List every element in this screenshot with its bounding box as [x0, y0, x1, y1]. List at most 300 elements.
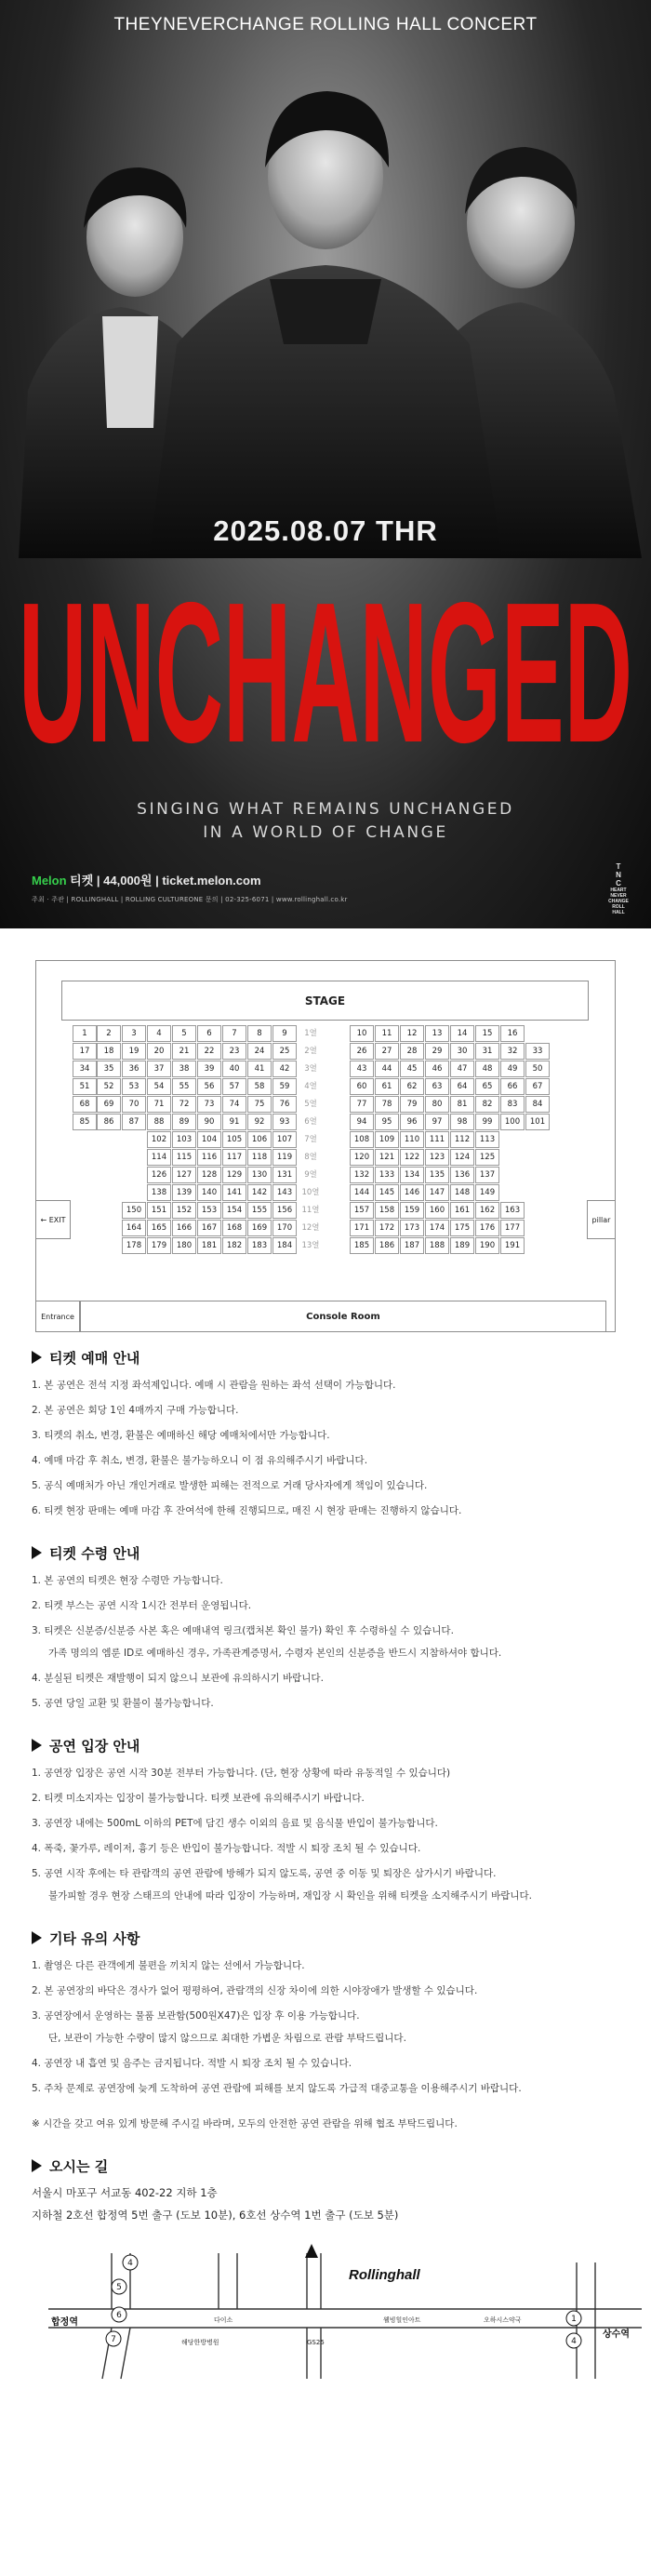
seat: 76: [272, 1096, 297, 1113]
seat: 171: [350, 1220, 374, 1236]
seat: 181: [197, 1237, 221, 1254]
seat: 70: [122, 1096, 146, 1113]
logo-letter: C: [616, 879, 621, 888]
list-item: 5. 공식 예매처가 아닌 개인거래로 발생한 피해는 전적으로 거래 당사자에게 책임이 있습니다.: [32, 1480, 428, 1491]
seat: 118: [247, 1149, 272, 1166]
triangle-bullet-icon: [32, 1351, 42, 1364]
seat: 20: [147, 1043, 171, 1060]
seat: 62: [400, 1078, 424, 1095]
band-photo: [0, 37, 651, 558]
seat: 151: [147, 1202, 171, 1219]
seat: 59: [272, 1078, 297, 1095]
seat: 54: [147, 1078, 171, 1095]
seat: 18: [97, 1043, 121, 1060]
seat: 23: [222, 1043, 246, 1060]
seat: 143: [272, 1184, 297, 1201]
list-item: 단, 보관이 가능한 수량이 많지 않으므로 최대한 가볍운 차림으로 관람 부탁드립니다.: [48, 2033, 406, 2044]
seat: 89: [172, 1114, 196, 1130]
seat: 113: [475, 1131, 499, 1148]
seat: 166: [172, 1220, 196, 1236]
list-item: 1. 본 공연의 티켓은 현장 수령만 가능합니다.: [32, 1575, 223, 1586]
seat: 130: [247, 1167, 272, 1183]
seat: 21: [172, 1043, 196, 1060]
seat: 114: [147, 1149, 171, 1166]
seat: 31: [475, 1043, 499, 1060]
seat: 160: [425, 1202, 449, 1219]
seat: 37: [147, 1061, 171, 1077]
seat: 124: [450, 1149, 474, 1166]
list-item: 2. 티켓 미소지자는 입장이 불가능합니다. 티켓 보관에 유의해주시기 바랍니다.: [32, 1793, 365, 1804]
section-title-text: 티켓 예매 안내: [49, 1349, 140, 1367]
seat: 175: [450, 1220, 474, 1236]
seat: 15: [475, 1025, 499, 1042]
seat: 51: [73, 1078, 97, 1095]
seat: 170: [272, 1220, 297, 1236]
logo-letter: T: [616, 862, 621, 871]
exit-marker: ← EXIT: [35, 1200, 71, 1239]
seat: 119: [272, 1149, 297, 1166]
seat: 154: [222, 1202, 246, 1219]
map-landmark: 다이소: [214, 2316, 233, 2324]
seat: 136: [450, 1167, 474, 1183]
list-item: 3. 티켓의 취소, 변경, 환불은 예매하신 해당 예매처에서만 가능합니다.: [32, 1430, 330, 1441]
seat: 129: [222, 1167, 246, 1183]
seat: 43: [350, 1061, 374, 1077]
seat: 98: [450, 1114, 474, 1130]
seat: 164: [122, 1220, 146, 1236]
seat: 55: [172, 1078, 196, 1095]
list-item: 3. 티켓은 신분증/신분증 사본 혹은 예매내역 링크(캡처본 확인 불가) 확인 후 수령하실 수 있습니다.: [32, 1625, 454, 1636]
exit-number: 4: [571, 2337, 577, 2346]
seat: 27: [375, 1043, 399, 1060]
seat: 90: [197, 1114, 221, 1130]
seat: 52: [97, 1078, 121, 1095]
map-landmark: 오하시스약국: [484, 2316, 522, 2324]
info-sections: [0, 1347, 651, 2223]
section-entry: [32, 1735, 632, 1903]
seat: 182: [222, 1237, 246, 1254]
seat: 191: [500, 1237, 525, 1254]
seat: 178: [122, 1237, 146, 1254]
seat: 167: [197, 1220, 221, 1236]
seat: 134: [400, 1167, 424, 1183]
console-room: Console Room: [80, 1301, 606, 1332]
logo-letter: ROLL: [612, 904, 625, 910]
seat: 132: [350, 1167, 374, 1183]
row-label: 2열: [304, 1047, 317, 1056]
seat: 46: [425, 1061, 449, 1077]
seat: 117: [222, 1149, 246, 1166]
map-landmark: 해당한방병원: [181, 2339, 219, 2346]
poster-headline: THEYNEVERCHANGE ROLLING HALL CONCERT: [113, 15, 538, 34]
seat: 95: [375, 1114, 399, 1130]
seat: 102: [147, 1131, 171, 1148]
seat: 142: [247, 1184, 272, 1201]
seat: 108: [350, 1131, 374, 1148]
section-title: [32, 2156, 632, 2176]
map-landmark: GS25: [307, 2339, 325, 2346]
seat: 123: [425, 1149, 449, 1166]
seat: 127: [172, 1167, 196, 1183]
row-label: 3열: [304, 1064, 317, 1074]
seat: 45: [400, 1061, 424, 1077]
seat: 184: [272, 1237, 297, 1254]
map-venue-label: Rollinghall: [349, 2267, 420, 2283]
row-label: 4열: [304, 1082, 317, 1091]
list-item: 1. 본 공연은 전석 지정 좌석제입니다. 예매 시 관람을 원하는 좌석 선택이 가능합니다.: [32, 1380, 396, 1391]
seat: 63: [425, 1078, 449, 1095]
seat: 161: [450, 1202, 474, 1219]
section-booking: [32, 1347, 632, 1518]
organizer-info: 주최 · 주관 | ROLLINGHALL | ROLLING CULTUREONE 문의 | 02-325-6071 | www.rollinghall.co.kr: [32, 896, 348, 903]
section-etc: [32, 1928, 632, 2131]
seat: 157: [350, 1202, 374, 1219]
seat: 68: [73, 1096, 97, 1113]
seat: 3: [122, 1025, 146, 1042]
list-item: 5. 주차 문제로 공연장에 늦게 도착하여 공연 관람에 피해를 보지 않도록 가급적 대중교통을 이용해주시기 바랍니다.: [32, 2083, 522, 2094]
row-label: 11열: [301, 1206, 320, 1215]
stage: STAGE: [61, 981, 589, 1021]
seat: 162: [475, 1202, 499, 1219]
exit-number: 5: [116, 2283, 122, 2292]
seat: 138: [147, 1184, 171, 1201]
seat: 168: [222, 1220, 246, 1236]
seat: 85: [73, 1114, 97, 1130]
concert-title-text: UNCHANGED: [19, 560, 632, 783]
seat: 42: [272, 1061, 297, 1077]
map-drawing: [0, 2235, 651, 2383]
list-item: 불가피할 경우 현장 스태프의 안내에 따라 입장이 가능하며, 재입장 시 확인을 위해 티켓을 소지해주시기 바랍니다.: [48, 1890, 532, 1902]
seat: 8: [247, 1025, 272, 1042]
seat: 30: [450, 1043, 474, 1060]
seat: 56: [197, 1078, 221, 1095]
exit-number: 6: [116, 2311, 122, 2320]
seat: 107: [272, 1131, 297, 1148]
seat: 47: [450, 1061, 474, 1077]
seat: 106: [247, 1131, 272, 1148]
row-label: 6열: [304, 1117, 317, 1127]
seat: 5: [172, 1025, 196, 1042]
seat: 60: [350, 1078, 374, 1095]
row-label: 5열: [304, 1100, 317, 1109]
seat: 159: [400, 1202, 424, 1219]
seat: 153: [197, 1202, 221, 1219]
seat: 120: [350, 1149, 374, 1166]
seat: 29: [425, 1043, 449, 1060]
seat: 146: [400, 1184, 424, 1201]
seat: 69: [97, 1096, 121, 1113]
seat: 2: [97, 1025, 121, 1042]
seat: 35: [97, 1061, 121, 1077]
concert-poster: [0, 0, 651, 928]
seat: 40: [222, 1061, 246, 1077]
seat: 11: [375, 1025, 399, 1042]
list-item: 2. 본 공연은 회당 1인 4매까지 구매 가능합니다.: [32, 1405, 239, 1416]
seat: 74: [222, 1096, 246, 1113]
seat: 75: [247, 1096, 272, 1113]
seat: 104: [197, 1131, 221, 1148]
seat: 94: [350, 1114, 374, 1130]
seat: 165: [147, 1220, 171, 1236]
list-item: 4. 예매 마감 후 취소, 변경, 환불은 불가능하오니 이 점 유의해주시기 바랍니다.: [32, 1455, 368, 1466]
seat: 128: [197, 1167, 221, 1183]
seat: 177: [500, 1220, 525, 1236]
list-item: 1. 공연장 입장은 공연 시작 30분 전부터 가능합니다. (단, 현장 상황에 따라 유동적일 수 있습니다): [32, 1768, 451, 1779]
seat: 187: [400, 1237, 424, 1254]
seat: 100: [500, 1114, 525, 1130]
list-item: 가족 명의의 엠룬 ID로 예매하신 경우, 가족관계증명서, 수령자 본인의 신분증을 반드시 지참하셔야 합니다.: [48, 1648, 502, 1659]
melon-logo: Melon: [32, 874, 67, 888]
seat: 172: [375, 1220, 399, 1236]
seat: 81: [450, 1096, 474, 1113]
seat: 148: [450, 1184, 474, 1201]
ticket-price-url: 티켓 | 44,000원 | ticket.melon.com: [66, 874, 261, 888]
seat: 88: [147, 1114, 171, 1130]
seat: 99: [475, 1114, 499, 1130]
seat: 91: [222, 1114, 246, 1130]
seat: 9: [272, 1025, 297, 1042]
seat: 65: [475, 1078, 499, 1095]
list-item: 6. 티켓 현장 판매는 예매 마감 후 잔여석에 한해 진행되므로, 매진 시 현장 판매는 진행하지 않습니다.: [32, 1505, 462, 1516]
subway-directions: 지하철 2호선 합정역 5번 출구 (도보 10분), 6호선 상수역 1번 출구 (도보 5분): [32, 2209, 399, 2222]
ticket-info-line: [32, 871, 552, 888]
seat: 97: [425, 1114, 449, 1130]
seat: 79: [400, 1096, 424, 1113]
pillar-marker: pillar: [587, 1200, 616, 1239]
row-label: 13열: [301, 1241, 320, 1250]
venue-marker-icon: [305, 2244, 318, 2258]
seat: 61: [375, 1078, 399, 1095]
seat: 57: [222, 1078, 246, 1095]
list-item: 4. 공연장 내 흡연 및 음주는 금지됩니다. 적발 시 퇴장 조치 될 수 있습니다.: [32, 2058, 352, 2069]
seat: 4: [147, 1025, 171, 1042]
list-item: 4. 폭죽, 꽃가루, 레이저, 흉기 등은 반입이 불가능합니다. 적발 시 퇴장 조치 될 수 있습니다.: [32, 1843, 421, 1854]
seat: 155: [247, 1202, 272, 1219]
exit-number: 1: [571, 2315, 577, 2324]
seat: 131: [272, 1167, 297, 1183]
list-item: 5. 공연 시작 후에는 타 관람객의 공연 관람에 방해가 되지 않도록, 공연 중 이동 및 퇴장은 삼가시기 바랍니다.: [32, 1868, 497, 1879]
seat: 17: [73, 1043, 97, 1060]
seat: 83: [500, 1096, 525, 1113]
seat: 41: [247, 1061, 272, 1077]
seat: 163: [500, 1202, 525, 1219]
tagline-line-1: SINGING WHAT REMAINS UNCHANGED: [137, 800, 514, 819]
seat: 78: [375, 1096, 399, 1113]
seat: 156: [272, 1202, 297, 1219]
map-station-left: 합정역: [51, 2317, 78, 2328]
seat: 36: [122, 1061, 146, 1077]
member-center: [149, 91, 502, 558]
seat: 183: [247, 1237, 272, 1254]
seat: 109: [375, 1131, 399, 1148]
seat: 158: [375, 1202, 399, 1219]
logo-letter: CHANGE: [608, 899, 629, 904]
seat: 67: [525, 1078, 550, 1095]
seat: 101: [525, 1114, 550, 1130]
seat: 144: [350, 1184, 374, 1201]
tagline-line-2: IN A WORLD OF CHANGE: [203, 823, 448, 842]
section-directions: [32, 2156, 632, 2223]
seat: 173: [400, 1220, 424, 1236]
row-label: 7열: [304, 1135, 317, 1144]
seat: 115: [172, 1149, 196, 1166]
row-label: 1열: [304, 1029, 317, 1038]
seat: 34: [73, 1061, 97, 1077]
seat: 25: [272, 1043, 297, 1060]
triangle-bullet-icon: [32, 1739, 42, 1752]
section-title: [32, 1735, 632, 1755]
seat: 66: [500, 1078, 525, 1095]
map-station-right: 상수역: [603, 2329, 630, 2340]
seat: 80: [425, 1096, 449, 1113]
seat: 92: [247, 1114, 272, 1130]
section-title-text: 티켓 수령 안내: [49, 1544, 140, 1562]
seat: 72: [172, 1096, 196, 1113]
location-map: [0, 2235, 651, 2383]
list-item: 3. 공연장 내에는 500mL 이하의 PET에 담긴 생수 이외의 음료 및 음식물 반입이 불가능합니다.: [32, 1818, 438, 1829]
seat: 135: [425, 1167, 449, 1183]
seat: 22: [197, 1043, 221, 1060]
seat: 87: [122, 1114, 146, 1130]
seat: 116: [197, 1149, 221, 1166]
seat: 24: [247, 1043, 272, 1060]
seat: 176: [475, 1220, 499, 1236]
row-label: 10열: [301, 1188, 320, 1197]
seat: 13: [425, 1025, 449, 1042]
seat: 122: [400, 1149, 424, 1166]
seat: 86: [97, 1114, 121, 1130]
seat: 112: [450, 1131, 474, 1148]
seat: 84: [525, 1096, 550, 1113]
seat: 38: [172, 1061, 196, 1077]
seat: 50: [525, 1061, 550, 1077]
seat: 189: [450, 1237, 474, 1254]
seat-map: [0, 954, 651, 1345]
logo-letter: NEVER: [610, 893, 627, 899]
seat: 137: [475, 1167, 499, 1183]
seat: 126: [147, 1167, 171, 1183]
seat: 49: [500, 1061, 525, 1077]
band-logo: [606, 862, 631, 915]
seat: 6: [197, 1025, 221, 1042]
seat: 14: [450, 1025, 474, 1042]
seat: 185: [350, 1237, 374, 1254]
seat: 58: [247, 1078, 272, 1095]
logo-letter: HEART: [610, 888, 627, 893]
section-title-text: 공연 입장 안내: [49, 1737, 140, 1755]
entrance-marker: Entrance: [35, 1301, 80, 1332]
map-landmark: 웰빙힐인아트: [383, 2316, 421, 2324]
venue-address: 서울시 마포구 서교동 402-22 지하 1층: [32, 2186, 218, 2199]
seat: 44: [375, 1061, 399, 1077]
concert-date: 2025.08.07 THR: [213, 514, 438, 547]
seat: 71: [147, 1096, 171, 1113]
seat: 140: [197, 1184, 221, 1201]
seat: 64: [450, 1078, 474, 1095]
seat: 12: [400, 1025, 424, 1042]
seat: 145: [375, 1184, 399, 1201]
exit-number: 4: [127, 2259, 133, 2268]
section-title-text: 오시는 길: [49, 2157, 109, 2175]
seat: 39: [197, 1061, 221, 1077]
list-item: 5. 공연 당일 교환 및 환불이 불가능합니다.: [32, 1698, 214, 1709]
logo-letter: HALL: [612, 910, 625, 915]
section-title-text: 기타 유의 사항: [49, 1929, 140, 1947]
seat: 10: [350, 1025, 374, 1042]
seat: 33: [525, 1043, 550, 1060]
seat: 141: [222, 1184, 246, 1201]
section-receive: [32, 1542, 632, 1711]
section-title: [32, 1928, 632, 1948]
concert-title: [0, 551, 651, 783]
section-title: [32, 1347, 632, 1368]
seat: 77: [350, 1096, 374, 1113]
seat: 53: [122, 1078, 146, 1095]
seat: 150: [122, 1202, 146, 1219]
seat: 186: [375, 1237, 399, 1254]
seat: 180: [172, 1237, 196, 1254]
exit-number: 7: [111, 2335, 116, 2344]
seat: 105: [222, 1131, 246, 1148]
seat: 96: [400, 1114, 424, 1130]
seat: 190: [475, 1237, 499, 1254]
triangle-bullet-icon: [32, 2159, 42, 2172]
list-item: 2. 티켓 부스는 공연 시작 1시간 전부터 운영됩니다.: [32, 1600, 252, 1611]
seat: 19: [122, 1043, 146, 1060]
list-item: 2. 본 공연장의 바닥은 경사가 없어 평평하여, 관람객의 신장 차이에 의한 시야장애가 발생할 수 있습니다.: [32, 1985, 478, 1996]
triangle-bullet-icon: [32, 1931, 42, 1944]
seat: 7: [222, 1025, 246, 1042]
notice-note: ※ 시간을 갖고 여유 있게 방문해 주시길 바라며, 모두의 안전한 공연 관람을 위해 협조 부탁드립니다.: [32, 2118, 458, 2129]
seat: 147: [425, 1184, 449, 1201]
seat: 1: [73, 1025, 97, 1042]
seat: 82: [475, 1096, 499, 1113]
seat: 174: [425, 1220, 449, 1236]
seat: 188: [425, 1237, 449, 1254]
triangle-bullet-icon: [32, 1546, 42, 1559]
seat: 26: [350, 1043, 374, 1060]
seat: 169: [247, 1220, 272, 1236]
seat: 16: [500, 1025, 525, 1042]
list-item: 4. 분실된 티켓은 재발행이 되지 않으니 보관에 유의하시기 바랍니다.: [32, 1673, 324, 1684]
row-label: 12열: [301, 1223, 320, 1233]
seat: 48: [475, 1061, 499, 1077]
seat: 121: [375, 1149, 399, 1166]
seat: 73: [197, 1096, 221, 1113]
seat: 103: [172, 1131, 196, 1148]
seat: 111: [425, 1131, 449, 1148]
seat: 110: [400, 1131, 424, 1148]
list-item: 3. 공연장에서 운영하는 물품 보관함(500원X47)은 입장 후 이용 가능합니다.: [32, 2010, 360, 2022]
seat: 179: [147, 1237, 171, 1254]
seat: 152: [172, 1202, 196, 1219]
seat: 139: [172, 1184, 196, 1201]
list-item: 1. 촬영은 다른 관객에게 불편을 끼치지 않는 선에서 가능합니다.: [32, 1960, 305, 1971]
tagline: [0, 798, 651, 845]
row-label: 9열: [304, 1170, 317, 1180]
poster-footer: [32, 871, 552, 904]
seat: 125: [475, 1149, 499, 1166]
seat: 28: [400, 1043, 424, 1060]
map-road: [121, 2328, 130, 2379]
seat: 32: [500, 1043, 525, 1060]
seat: 93: [272, 1114, 297, 1130]
seat: 149: [475, 1184, 499, 1201]
logo-letter: N: [616, 871, 621, 879]
section-title: [32, 1542, 632, 1563]
seat: 133: [375, 1167, 399, 1183]
row-label: 8열: [304, 1153, 317, 1162]
